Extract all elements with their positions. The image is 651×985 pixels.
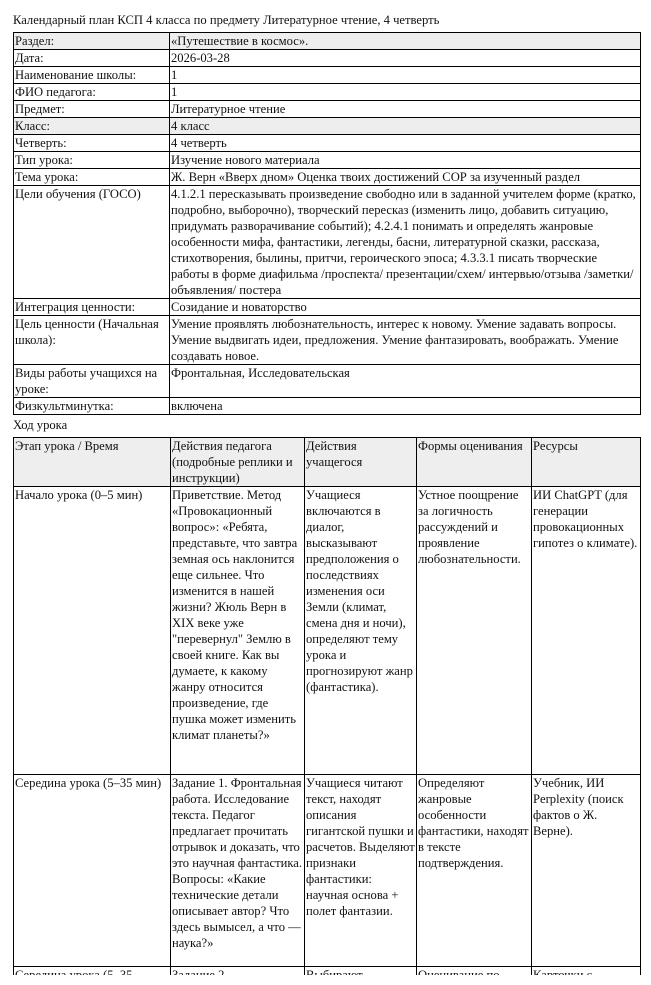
lesson-cell-resources: Учебник, ИИ Perplexity (поиск фактов о Ж. Верне). bbox=[532, 775, 641, 967]
info-label: ФИО педагога: bbox=[14, 84, 170, 101]
info-value: Умение проявлять любознательность, интерес к новому. Умение задавать вопросы. Умение выдвигать идеи, предложения. Умение фантазировать, воображать. Умение создавать новое. bbox=[170, 316, 641, 365]
info-row bbox=[14, 135, 641, 152]
info-row bbox=[14, 169, 641, 186]
info-value: включена bbox=[170, 398, 641, 415]
info-row bbox=[14, 101, 641, 118]
info-value: 4 класс bbox=[170, 118, 641, 135]
info-label: Наименование школы: bbox=[14, 67, 170, 84]
info-value: 2026-03-28 bbox=[170, 50, 641, 67]
info-label: Тема урока: bbox=[14, 169, 170, 186]
info-label: Физкультминутка: bbox=[14, 398, 170, 415]
info-value: Литературное чтение bbox=[170, 101, 641, 118]
info-label: Дата: bbox=[14, 50, 170, 67]
info-label: Виды работы учащихся на уроке: bbox=[14, 365, 170, 398]
info-row bbox=[14, 316, 641, 365]
lesson-cell-resources: ИИ ChatGPT (для генерации провокационных гипотез о климате). bbox=[532, 487, 641, 775]
header-student-actions: Действия учащегося bbox=[305, 438, 417, 487]
info-row bbox=[14, 365, 641, 398]
lesson-cell-stage: Середина урока (5–35 мин) bbox=[14, 775, 171, 967]
lesson-cell-assessment: Определяют жанровые особенности фантастики, находят в тексте подтверждения. bbox=[417, 775, 532, 967]
info-label: Класс: bbox=[14, 118, 170, 135]
header-stage: Этап урока / Время bbox=[14, 438, 171, 487]
info-value: Фронтальная, Исследовательская bbox=[170, 365, 641, 398]
lesson-cell-student: Учащиеся включаются в диалог, высказывают предположения о последствиях изменения оси Земли (климат, смена дня и ночи), определяют тему урока и прогнозируют жанр (фантастика). bbox=[305, 487, 417, 775]
info-value: «Путешествие в космос». bbox=[170, 33, 641, 50]
lesson-info-body bbox=[14, 33, 641, 415]
lesson-cell-assessment: Устное поощрение за логичность рассуждений и проявление любознательности. bbox=[417, 487, 532, 775]
info-value: 1 bbox=[170, 84, 641, 101]
lesson-info-table bbox=[13, 32, 641, 415]
lesson-row bbox=[14, 487, 641, 775]
document-page bbox=[13, 10, 640, 984]
info-value: Созидание и новаторство bbox=[170, 299, 641, 316]
info-value: Ж. Верн «Вверх дном» Оценка твоих достижений СОР за изученный раздел bbox=[170, 169, 641, 186]
info-label: Предмет: bbox=[14, 101, 170, 118]
lesson-cell-teacher: Приветствие. Метод «Провокационный вопрос»: «Ребята, представьте, что завтра земная ось наклонится еще сильнее. Что изменится в нашей жизни? Жюль Верн в XIX веке уже "перевернул" Землю в своей книге. Как вы думаете, к какому жанру относится произведение, где пушка может изменить климат планеты?» bbox=[171, 487, 305, 775]
header-teacher-actions: Действия педагога (подробные реплики и инструкции) bbox=[171, 438, 305, 487]
lesson-cell-teacher: Задание 1. Фронтальная работа. Исследование текста. Педагог предлагает прочитать отрывок и доказать, что это научная фантастика. Вопросы: «Какие технические детали описывает автор? Что здесь вымысел, а что — наука?» bbox=[171, 775, 305, 967]
info-label: Тип урока: bbox=[14, 152, 170, 169]
document-title: Календарный план КСП 4 класса по предмету Литературное чтение, 4 четверть bbox=[13, 13, 440, 27]
lesson-cell-student: Учащиеся читают текст, находят описания гигантской пушки и расчетов. Выделяют признаки фантастики: научная основа + полет фантазии. bbox=[305, 775, 417, 967]
info-value: 1 bbox=[170, 67, 641, 84]
info-label: Раздел: bbox=[14, 33, 170, 50]
info-label: Цели обучения (ГОСО) bbox=[14, 186, 170, 299]
info-row bbox=[14, 84, 641, 101]
lesson-row bbox=[14, 775, 641, 967]
info-value: 4.1.2.1 пересказывать произведение свободно или в заданной учителем форме (кратко, подробно, выборочно), творческий пересказ (изменить лицо, добавить ситуацию, придумать разворачивание событий); 4.2.4.1 понимать и определять жанровые особенности мифа, фантастики, легенды, басни, литературной сказки, рассказа, стихотворения, былины, притчи, героического эпоса; 4.3.3.1 писать творческие работы в форме диафильма /проспекта/ презентации/схем/ интервью/отзыва /заметки/объявления/ постера bbox=[170, 186, 641, 299]
info-row bbox=[14, 67, 641, 84]
lesson-flow-table bbox=[13, 437, 641, 984]
info-label: Цель ценности (Начальная школа): bbox=[14, 316, 170, 365]
lesson-header-row bbox=[14, 438, 641, 487]
lesson-flow-body bbox=[14, 487, 641, 984]
info-row bbox=[14, 398, 641, 415]
info-row bbox=[14, 118, 641, 135]
lesson-cell-stage: Начало урока (0–5 мин) bbox=[14, 487, 171, 775]
info-row bbox=[14, 50, 641, 67]
info-value: Изучение нового материала bbox=[170, 152, 641, 169]
section-title: Ход урока bbox=[13, 418, 68, 432]
info-value: 4 четверть bbox=[170, 135, 641, 152]
page-cutoff bbox=[0, 975, 651, 985]
header-assessment: Формы оценивания bbox=[417, 438, 532, 487]
info-row bbox=[14, 299, 641, 316]
info-label: Интеграция ценности: bbox=[14, 299, 170, 316]
info-row bbox=[14, 152, 641, 169]
info-label: Четверть: bbox=[14, 135, 170, 152]
header-resources: Ресурсы bbox=[532, 438, 641, 487]
info-row bbox=[14, 33, 641, 50]
info-row bbox=[14, 186, 641, 299]
